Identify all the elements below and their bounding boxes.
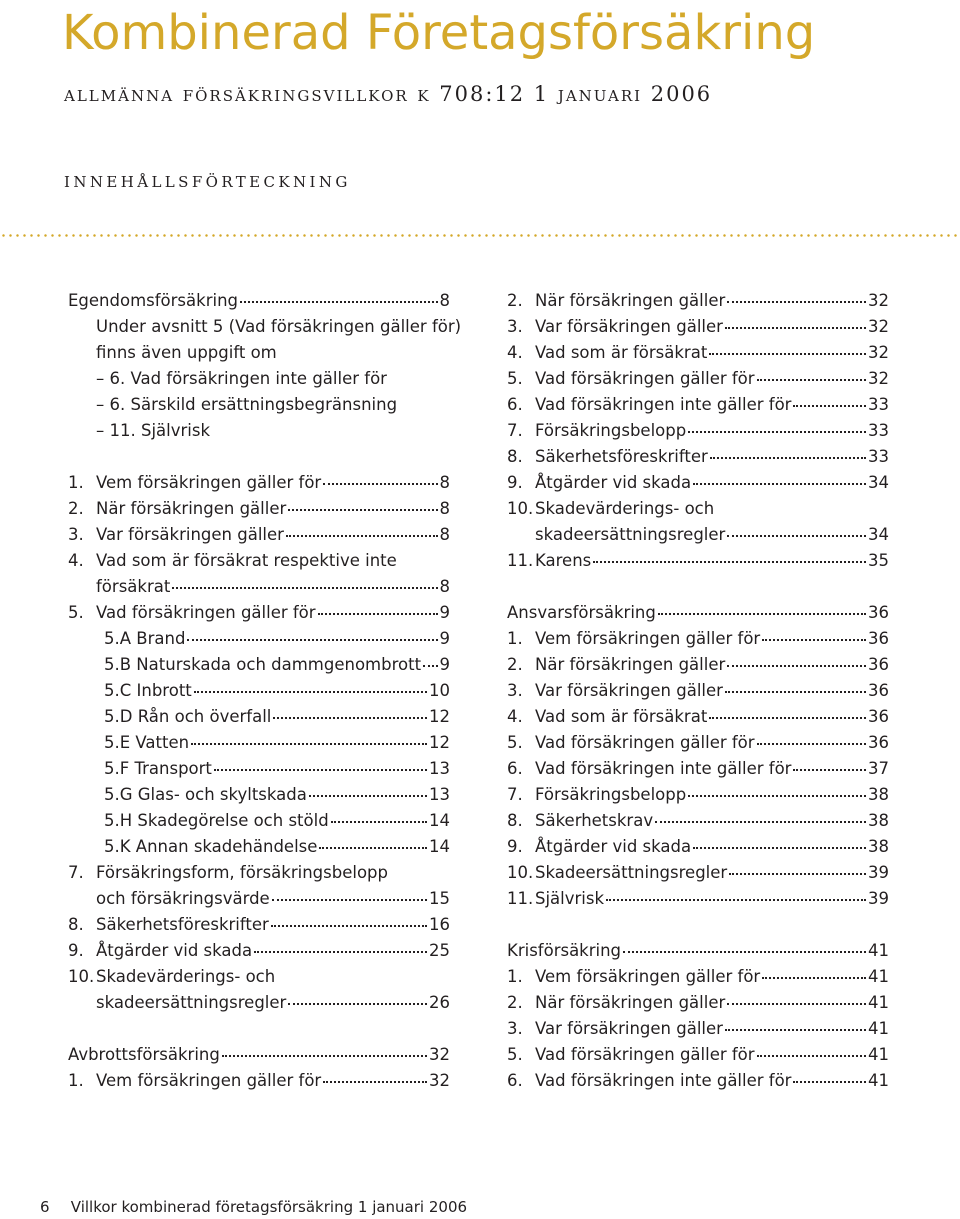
toc-entry-title: När försäkringen gäller <box>96 499 287 518</box>
dot-leader <box>309 795 427 797</box>
toc-page-number: 34 <box>868 525 889 544</box>
footer-text: Villkor kombinerad företagsförsäkring 1 januari 2006 <box>70 1198 468 1216</box>
dot-leader <box>709 717 866 719</box>
toc-entry[interactable] <box>507 340 889 366</box>
toc-number: 9. <box>507 473 523 492</box>
toc-entry[interactable] <box>507 392 889 418</box>
toc-entry-title: Säkerhetsföreskrifter <box>96 915 269 934</box>
toc-entry[interactable] <box>507 470 889 496</box>
toc-page-number: 25 <box>429 941 450 960</box>
toc-entry[interactable] <box>68 600 450 626</box>
toc-text: Skadevärderings- och <box>96 967 276 986</box>
toc-entry-title: Vad som är försäkrat <box>535 343 708 362</box>
toc-page-number: 8 <box>439 525 450 544</box>
toc-entry[interactable] <box>68 288 450 314</box>
toc-page-number: 33 <box>868 421 889 440</box>
toc-entry[interactable] <box>68 782 450 808</box>
toc-entry-title: När försäkringen gäller <box>535 655 726 674</box>
toc-entry-title: försäkrat <box>96 577 171 596</box>
dot-leader <box>318 613 438 615</box>
toc-page-number: 16 <box>429 915 450 934</box>
dot-leader <box>693 483 866 485</box>
toc-entry[interactable] <box>507 782 889 808</box>
toc-text: Skadevärderings- och <box>535 499 715 518</box>
toc-page-number: 38 <box>868 785 889 804</box>
dot-leader <box>288 1003 427 1005</box>
toc-entry-title: Var försäkringen gäller <box>96 525 284 544</box>
toc-entry-title: och försäkringsvärde <box>96 889 270 908</box>
toc-page-number: 26 <box>429 993 450 1012</box>
toc-page-number: 9 <box>439 629 450 648</box>
dot-leader <box>323 483 437 485</box>
toc-number: 9. <box>507 837 523 856</box>
dot-leader <box>688 795 866 797</box>
toc-entry[interactable] <box>507 938 889 964</box>
dot-leader <box>331 821 427 823</box>
toc-entry-title: 5.D Rån och överfall <box>104 707 272 726</box>
toc-page-number: 13 <box>429 785 450 804</box>
toc-entry[interactable] <box>507 964 889 990</box>
toc-entry[interactable] <box>68 496 450 522</box>
toc-entry[interactable] <box>507 860 889 886</box>
toc-entry[interactable] <box>68 912 450 938</box>
toc-page-number: 9 <box>439 655 450 674</box>
toc-entry[interactable] <box>507 756 889 782</box>
dot-leader <box>194 691 427 693</box>
toc-number: 5. <box>68 603 84 622</box>
dot-leader <box>725 1029 866 1031</box>
toc-number: 6. <box>507 1071 523 1090</box>
dot-leader <box>710 457 866 459</box>
toc-number: 10. <box>68 967 95 986</box>
toc-number: 1. <box>68 473 84 492</box>
dot-leader <box>693 847 866 849</box>
toc-entry-title: Vad försäkringen gäller för <box>96 603 316 622</box>
dot-leader <box>606 899 866 901</box>
toc-entry-title: Säkerhetsföreskrifter <box>535 447 708 466</box>
toc-entry[interactable] <box>507 366 889 392</box>
toc-heading: INNEHÅLLSFÖRTECKNING <box>64 173 351 191</box>
toc-page-number: 41 <box>868 1019 889 1038</box>
dot-leader <box>240 301 438 303</box>
toc-entry[interactable] <box>507 886 889 912</box>
dot-leader <box>727 535 866 537</box>
toc-entry-title: Vad som är försäkrat <box>535 707 708 726</box>
toc-number: 8. <box>507 811 523 830</box>
dot-leader <box>319 847 427 849</box>
toc-entry-title: 5.H Skadegörelse och stöld <box>104 811 329 830</box>
toc-entry-title: Var försäkringen gäller <box>535 681 723 700</box>
toc-entry[interactable] <box>507 1016 889 1042</box>
toc-entry-title: Var försäkringen gäller <box>535 1019 723 1038</box>
toc-entry[interactable] <box>68 652 450 678</box>
dot-leader <box>725 691 866 693</box>
toc-entry-title: Vad försäkringen gäller för <box>535 369 755 388</box>
toc-number: 8. <box>68 915 84 934</box>
toc-text-line <box>68 366 450 392</box>
toc-page-number: 8 <box>439 577 450 596</box>
footer-page-number: 6 <box>40 1198 50 1216</box>
toc-entry[interactable] <box>68 626 450 652</box>
toc-entry[interactable] <box>507 522 889 548</box>
toc-text: – 6. Vad försäkringen inte gäller för <box>96 369 387 388</box>
toc-number: 7. <box>507 785 523 804</box>
dot-leader <box>423 665 437 667</box>
dot-leader <box>729 873 866 875</box>
toc-text-line <box>68 340 450 366</box>
toc-entry[interactable] <box>68 1042 450 1068</box>
toc-entry-title: Vem försäkringen gäller för <box>96 1071 322 1090</box>
toc-entry[interactable] <box>507 600 889 626</box>
toc-page-number: 32 <box>868 291 889 310</box>
toc-number: 1. <box>507 629 523 648</box>
toc-text-line <box>68 964 450 990</box>
toc-page-number: 41 <box>868 941 889 960</box>
toc-entry[interactable] <box>507 990 889 1016</box>
toc-number: 1. <box>507 967 523 986</box>
toc-entry-title: Vem försäkringen gäller för <box>535 629 761 648</box>
dot-leader <box>222 1055 427 1057</box>
toc-text-line <box>68 314 462 340</box>
toc-entry-title: Vad försäkringen gäller för <box>535 733 755 752</box>
toc-text: Vad som är försäkrat respektive inte <box>96 551 397 570</box>
toc-number: 2. <box>68 499 84 518</box>
toc-entry[interactable] <box>507 548 889 574</box>
toc-number: 7. <box>507 421 523 440</box>
toc-number: 5. <box>507 733 523 752</box>
toc-page-number: 33 <box>868 447 889 466</box>
toc-page-number: 32 <box>868 369 889 388</box>
toc-page-number: 12 <box>429 707 450 726</box>
toc-page-number: 14 <box>429 811 450 830</box>
toc-entry-title: 5.C Inbrott <box>104 681 192 700</box>
toc-number: 2. <box>507 655 523 674</box>
dot-leader <box>725 327 866 329</box>
toc-number: 2. <box>507 993 523 1012</box>
toc-entry-title: Skadeersättningsregler <box>535 863 728 882</box>
toc-entry[interactable] <box>507 626 889 652</box>
toc-number: 10. <box>507 863 534 882</box>
toc-text-line <box>68 860 450 886</box>
toc-page-number: 35 <box>868 551 889 570</box>
toc-entry-title: Självrisk <box>535 889 605 908</box>
toc-page-number: 39 <box>868 863 889 882</box>
toc-entry[interactable] <box>68 678 450 704</box>
dot-leader <box>762 977 866 979</box>
toc-entry[interactable] <box>68 834 450 860</box>
toc-page-number: 10 <box>429 681 450 700</box>
toc-number: 5. <box>507 369 523 388</box>
toc-entry-title: Egendomsförsäkring <box>68 291 238 310</box>
toc-entry[interactable] <box>507 834 889 860</box>
toc-page-number: 38 <box>868 811 889 830</box>
toc-entry-title: Vem försäkringen gäller för <box>96 473 322 492</box>
toc-number: 5. <box>507 1045 523 1064</box>
toc-page-number: 32 <box>429 1045 450 1064</box>
toc-page-number: 36 <box>868 603 889 622</box>
toc-entry-title: 5.E Vatten <box>104 733 190 752</box>
toc-text-line <box>507 496 889 522</box>
toc-text: – 11. Självrisk <box>96 421 211 440</box>
dot-leader <box>757 743 866 745</box>
dot-leader <box>286 535 438 537</box>
toc-entry[interactable] <box>68 990 450 1016</box>
toc-entry-title: 5.F Transport <box>104 759 212 778</box>
dot-leader <box>191 743 427 745</box>
toc-entry-title: Var försäkringen gäller <box>535 317 723 336</box>
toc-entry[interactable] <box>507 652 889 678</box>
toc-entry-title: 5.A Brand <box>104 629 186 648</box>
toc-entry-title: Krisförsäkring <box>507 941 622 960</box>
dot-leader <box>793 405 866 407</box>
toc-entry[interactable] <box>507 314 889 340</box>
toc-entry-title: När försäkringen gäller <box>535 993 726 1012</box>
toc-entry-title: Åtgärder vid skada <box>535 837 692 856</box>
toc-number: 4. <box>507 707 523 726</box>
toc-entry[interactable] <box>68 756 450 782</box>
toc-text-line <box>68 392 450 418</box>
dot-leader <box>623 951 866 953</box>
toc-page-number: 13 <box>429 759 450 778</box>
toc-entry-title: Vad försäkringen inte gäller för <box>535 1071 792 1090</box>
toc-number: 4. <box>507 343 523 362</box>
toc-entry[interactable] <box>68 1068 450 1094</box>
toc-number: 4. <box>68 551 84 570</box>
toc-entry[interactable] <box>68 808 450 834</box>
toc-entry[interactable] <box>68 522 450 548</box>
toc-entry-title: När försäkringen gäller <box>535 291 726 310</box>
dot-leader <box>793 1081 866 1083</box>
toc-number: 8. <box>507 447 523 466</box>
toc-page-number: 12 <box>429 733 450 752</box>
toc-page-number: 32 <box>429 1071 450 1090</box>
toc-entry-title: Ansvarsförsäkring <box>507 603 656 622</box>
dot-leader <box>271 925 427 927</box>
toc-text-line <box>68 548 450 574</box>
toc-number: 3. <box>507 317 523 336</box>
toc-entry-title: skadeersättningsregler <box>535 525 726 544</box>
toc-page-number: 41 <box>868 1071 889 1090</box>
toc-entry[interactable] <box>507 1042 889 1068</box>
toc-entry-title: 5.K Annan skadehändelse <box>104 837 318 856</box>
toc-number: 3. <box>68 525 84 544</box>
toc-entry-title: skadeersättningsregler <box>96 993 287 1012</box>
document-title: Kombinerad Företagsförsäkring <box>62 5 816 61</box>
toc-number: 10. <box>507 499 534 518</box>
toc-page-number: 32 <box>868 317 889 336</box>
toc-entry[interactable] <box>68 886 450 912</box>
dot-leader <box>288 509 437 511</box>
dot-leader <box>658 613 866 615</box>
toc-page-number: 36 <box>868 681 889 700</box>
document-subtitle: allmänna försäkringsvillkor k 708:12 1 januari 2006 <box>64 82 713 106</box>
dot-leader <box>323 1081 427 1083</box>
toc-page-number: 36 <box>868 629 889 648</box>
toc-page-number: 8 <box>439 499 450 518</box>
toc-number: 11. <box>507 889 534 908</box>
toc-entry-title: Avbrottsförsäkring <box>68 1045 220 1064</box>
toc-entry[interactable] <box>507 808 889 834</box>
toc-number: 11. <box>507 551 534 570</box>
toc-page-number: 36 <box>868 655 889 674</box>
toc-entry-title: Vad försäkringen inte gäller för <box>535 395 792 414</box>
toc-entry[interactable] <box>68 574 450 600</box>
toc-text: Försäkringsform, försäkringsbelopp <box>96 863 388 882</box>
dot-leader <box>757 1055 866 1057</box>
toc-entry-title: Vad försäkringen gäller för <box>535 1045 755 1064</box>
toc-page-number: 38 <box>868 837 889 856</box>
toc-entry-title: Försäkringsbelopp <box>535 421 687 440</box>
dot-leader <box>727 1003 866 1005</box>
toc-page-number: 32 <box>868 343 889 362</box>
toc-entry[interactable] <box>507 678 889 704</box>
toc-entry[interactable] <box>507 288 889 314</box>
toc-number: 9. <box>68 941 84 960</box>
dot-leader <box>272 899 427 901</box>
toc-entry[interactable] <box>68 470 450 496</box>
dot-leader <box>727 301 866 303</box>
toc-entry[interactable] <box>507 1068 889 1094</box>
toc-page-number: 33 <box>868 395 889 414</box>
toc-entry[interactable] <box>507 704 889 730</box>
toc-page-number: 41 <box>868 993 889 1012</box>
toc-page-number: 37 <box>868 759 889 778</box>
toc-page-number: 34 <box>868 473 889 492</box>
toc-number: 1. <box>68 1071 84 1090</box>
toc-page-number: 15 <box>429 889 450 908</box>
toc-entry-title: Vad försäkringen inte gäller för <box>535 759 792 778</box>
toc-page-number: 36 <box>868 707 889 726</box>
toc-entry[interactable] <box>507 730 889 756</box>
toc-page-number: 8 <box>439 473 450 492</box>
toc-text: finns även uppgift om <box>96 343 277 362</box>
toc-number: 6. <box>507 759 523 778</box>
toc-page-number: 9 <box>439 603 450 622</box>
toc-entry-title: 5.G Glas- och skyltskada <box>104 785 307 804</box>
dot-leader <box>214 769 427 771</box>
dot-leader <box>709 353 866 355</box>
toc-entry[interactable] <box>507 418 889 444</box>
toc-entry[interactable] <box>507 444 889 470</box>
dot-leader <box>655 821 866 823</box>
toc-entry[interactable] <box>68 938 450 964</box>
dot-leader <box>757 379 866 381</box>
page-footer <box>40 1196 467 1218</box>
toc-entry[interactable] <box>68 730 450 756</box>
toc-text-line <box>68 418 450 444</box>
toc-page-number: 41 <box>868 1045 889 1064</box>
toc-entry-title: Karens <box>535 551 592 570</box>
dot-leader <box>172 587 437 589</box>
toc-page-number: 14 <box>429 837 450 856</box>
toc-text: Under avsnitt 5 (Vad försäkringen gäller för) <box>96 317 462 336</box>
toc-number: 6. <box>507 395 523 414</box>
dot-leader <box>727 665 866 667</box>
toc-number: 3. <box>507 1019 523 1038</box>
toc-page-number: 39 <box>868 889 889 908</box>
toc-entry-title: 5.B Naturskada och dammgenombrott <box>104 655 422 674</box>
dot-leader <box>593 561 866 563</box>
dot-leader <box>254 951 427 953</box>
toc-page-number: 41 <box>868 967 889 986</box>
toc-entry-title: Åtgärder vid skada <box>96 941 253 960</box>
toc-entry-title: Åtgärder vid skada <box>535 473 692 492</box>
toc-text: – 6. Särskild ersättningsbegränsning <box>96 395 398 414</box>
dot-leader <box>793 769 866 771</box>
toc-entry[interactable] <box>68 704 450 730</box>
toc-number: 7. <box>68 863 84 882</box>
toc-entry-title: Säkerhetskrav <box>535 811 654 830</box>
dot-leader <box>187 639 437 641</box>
dot-leader <box>273 717 427 719</box>
toc-page-number: 8 <box>439 291 450 310</box>
dot-leader <box>688 431 866 433</box>
toc-number: 2. <box>507 291 523 310</box>
dot-leader <box>762 639 866 641</box>
dotted-divider <box>0 234 960 237</box>
toc-number: 3. <box>507 681 523 700</box>
toc-entry-title: Vem försäkringen gäller för <box>535 967 761 986</box>
toc-page-number: 36 <box>868 733 889 752</box>
toc-entry-title: Försäkringsbelopp <box>535 785 687 804</box>
